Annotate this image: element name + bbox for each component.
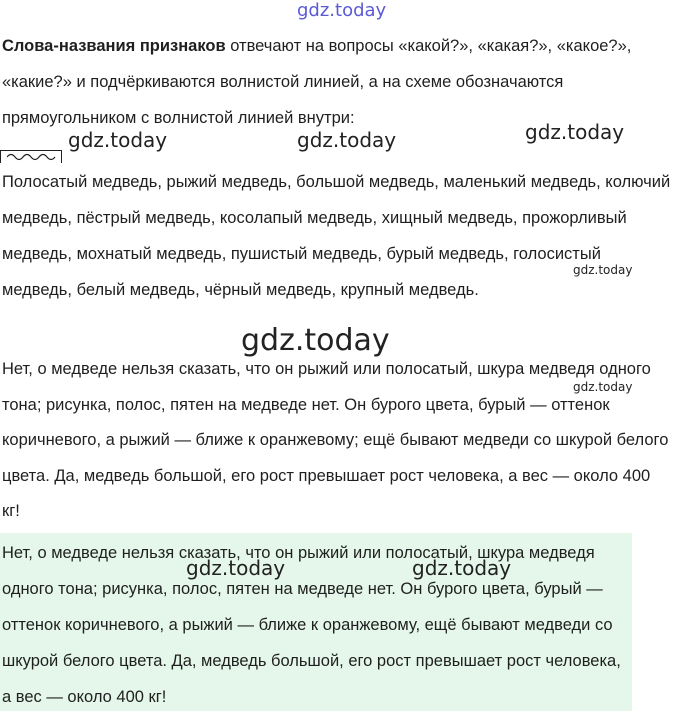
wavy-line-icon bbox=[7, 152, 57, 162]
intro-term: Слова-названия признаков bbox=[2, 37, 226, 55]
watermark-big: gdz.today bbox=[241, 323, 390, 358]
watermark-d: gdz.today bbox=[186, 556, 286, 580]
intro-text: отвечают на вопросы «какой?», «какая?», «какое?», «какие?» и подчёркиваются волнистой линией, а на схеме обозначаются прямоугольником с волнистой линией внутри: bbox=[2, 37, 632, 127]
watermark-e: gdz.today bbox=[412, 556, 512, 580]
watermark-top: gdz.today bbox=[297, 0, 387, 21]
adjective-schema-icon bbox=[0, 150, 62, 163]
answer-highlighted-paragraph: Нет, о медведе нельзя сказать, что он рыжий или полосатый, шкура медведя одного тона; рисунка, полос, пятен на медведе нет. Он бурого цвета, бурый — оттенок коричневого, а рыжий — ближе к оранжевому, ещё бывают медведи со шкурой белого цвета. Да, медведь большой, его рост превышает рост человека, а вес — около 400 кг! bbox=[0, 533, 632, 711]
watermark-b: gdz.today bbox=[297, 128, 397, 152]
answer-paragraph: Нет, о медведе нельзя сказать, что он рыжий или полосатый, шкура медведя одного тона; рисунка, полос, пятен на медведе нет. Он бурого цвета, бурый — оттенок коричневого, а рыжий — ближе к оранжевому; ещё бывают медведи со шкурой белого цвета. Да, медведь большой, его рост превышает рост человека, а вес — около 400 кг! bbox=[2, 360, 669, 520]
bear-adjectives-list: Полосатый медведь, рыжий медведь, большой медведь, маленький медведь, колючий медведь, пёстрый медведь, косолапый медведь, хищный медведь, прожорливый медведь, мохнатый медведь, пушистый медведь, бурый медведь, голосистый медведь, белый медведь, чёрный медведь, крупный медведь. bbox=[2, 173, 671, 299]
watermark-small-1: gdz.today bbox=[573, 263, 633, 277]
watermark-a: gdz.today bbox=[68, 128, 168, 152]
watermark-c: gdz.today bbox=[525, 120, 625, 144]
watermark-small-2: gdz.today bbox=[573, 380, 633, 394]
